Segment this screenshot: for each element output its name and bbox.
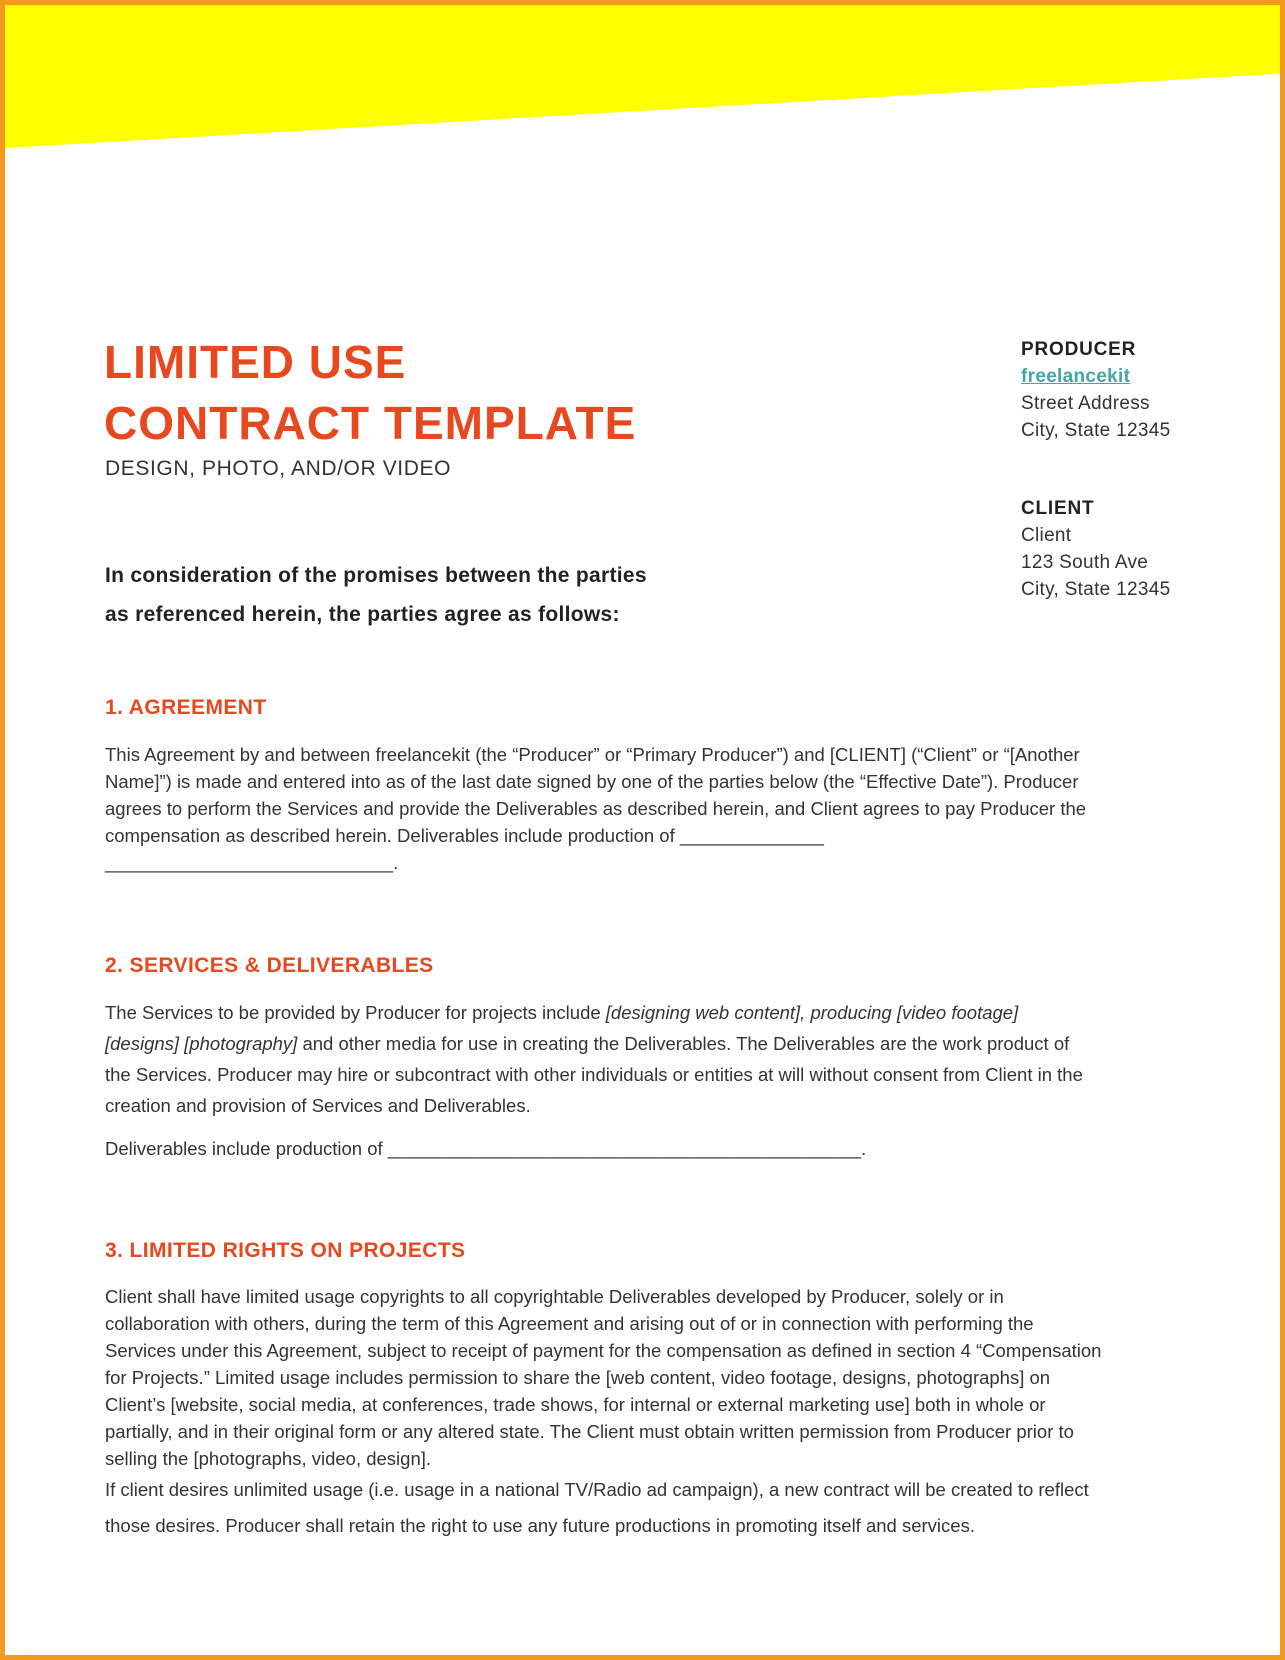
- section-heading-rights: 3. LIMITED RIGHTS ON PROJECTS: [105, 1239, 466, 1262]
- agreement-line: compensation as described herein. Deliverables include production of ______________: [105, 825, 824, 846]
- rights-line: Services under this Agreement, subject to receipt of payment for the compensation as defined in section 4 “Compensation: [105, 1340, 1102, 1361]
- services-line-2: [105, 1028, 1185, 1059]
- services-line-1: [105, 997, 1185, 1028]
- services-paragraph: [105, 997, 1185, 1121]
- services-deliverables-line: Deliverables include production of ______________________________________________.: [105, 1138, 867, 1159]
- rights-line: selling the [photographs, video, design].: [105, 1448, 432, 1469]
- client-name: Client: [1021, 525, 1072, 546]
- rights-line: partially, and in their original form or any altered state. The Client must obtain written permission from Producer prior to: [105, 1421, 1074, 1442]
- intro-line-2: as referenced herein, the parties agree as follows:: [105, 603, 620, 626]
- services-line-3: the Services. Producer may hire or subcontract with other individuals or entities at will without consent from Client in the: [105, 1064, 1083, 1085]
- agreement-paragraph: [105, 741, 1185, 876]
- services-line-2-italic: [designs] [photography]: [105, 1033, 298, 1054]
- section-heading-services: 2. SERVICES & DELIVERABLES: [105, 954, 434, 977]
- rights-paragraph: [105, 1283, 1185, 1472]
- client-street: 123 South Ave: [1021, 552, 1149, 573]
- rights-extra-paragraph: [105, 1472, 1185, 1544]
- producer-name-link[interactable]: freelancekit: [1021, 366, 1131, 387]
- intro-statement: [105, 556, 647, 634]
- services-line-1-italic: [designing web content], producing [video footage]: [605, 1002, 1019, 1023]
- title-line-2: CONTRACT TEMPLATE: [104, 397, 637, 449]
- document-title: [104, 332, 636, 454]
- section-heading-agreement: 1. AGREEMENT: [105, 696, 267, 719]
- agreement-line: Name]”) is made and entered into as of the last date signed by one of the parties below (the “Effective Date”). Producer: [105, 771, 1079, 792]
- agreement-line: ____________________________.: [105, 852, 399, 873]
- rights-line: Client’s [website, social media, at conferences, trade shows, for internal or external marketing use] both in whole or: [105, 1394, 1046, 1415]
- rights-line: Client shall have limited usage copyrights to all copyrightable Deliverables developed by Producer, solely or in: [105, 1286, 1004, 1307]
- producer-block: [1021, 336, 1170, 444]
- title-line-1: LIMITED USE: [104, 336, 407, 388]
- rights-extra-line-2: those desires. Producer shall retain the right to use any future productions in promoting itself and services.: [105, 1515, 975, 1536]
- producer-heading: PRODUCER: [1021, 339, 1137, 360]
- services-line-4: creation and provision of Services and Deliverables.: [105, 1095, 531, 1116]
- agreement-line: agrees to perform the Services and provide the Deliverables as described herein, and Client agrees to pay Producer the: [105, 798, 1087, 819]
- yellow-banner: [5, 5, 1285, 155]
- rights-line: collaboration with others, during the term of this Agreement and arising out of or in connection with performing the: [105, 1313, 1034, 1334]
- rights-line: for Projects.” Limited usage includes permission to share the [web content, video footage, designs, photographs] on: [105, 1367, 1051, 1388]
- document-subtitle: DESIGN, PHOTO, AND/OR VIDEO: [105, 457, 452, 480]
- intro-line-1: In consideration of the promises between the parties: [105, 564, 647, 587]
- agreement-line: This Agreement by and between freelancekit (the “Producer” or “Primary Producer”) and [CLIENT] (“Client” or “[Another: [105, 744, 1080, 765]
- client-heading: CLIENT: [1021, 498, 1095, 519]
- producer-city: City, State 12345: [1021, 420, 1171, 441]
- services-line-1-text: The Services to be provided by Producer for projects include: [105, 1002, 606, 1023]
- producer-street: Street Address: [1021, 393, 1150, 414]
- client-block: [1021, 495, 1170, 603]
- rights-extra-line-1: If client desires unlimited usage (i.e. usage in a national TV/Radio ad campaign), a new contract will be created to reflect: [105, 1479, 1089, 1500]
- banner-shape: [5, 5, 1285, 148]
- services-line-2-text: and other media for use in creating the Deliverables. The Deliverables are the work product of: [297, 1033, 1070, 1054]
- client-city: City, State 12345: [1021, 579, 1171, 600]
